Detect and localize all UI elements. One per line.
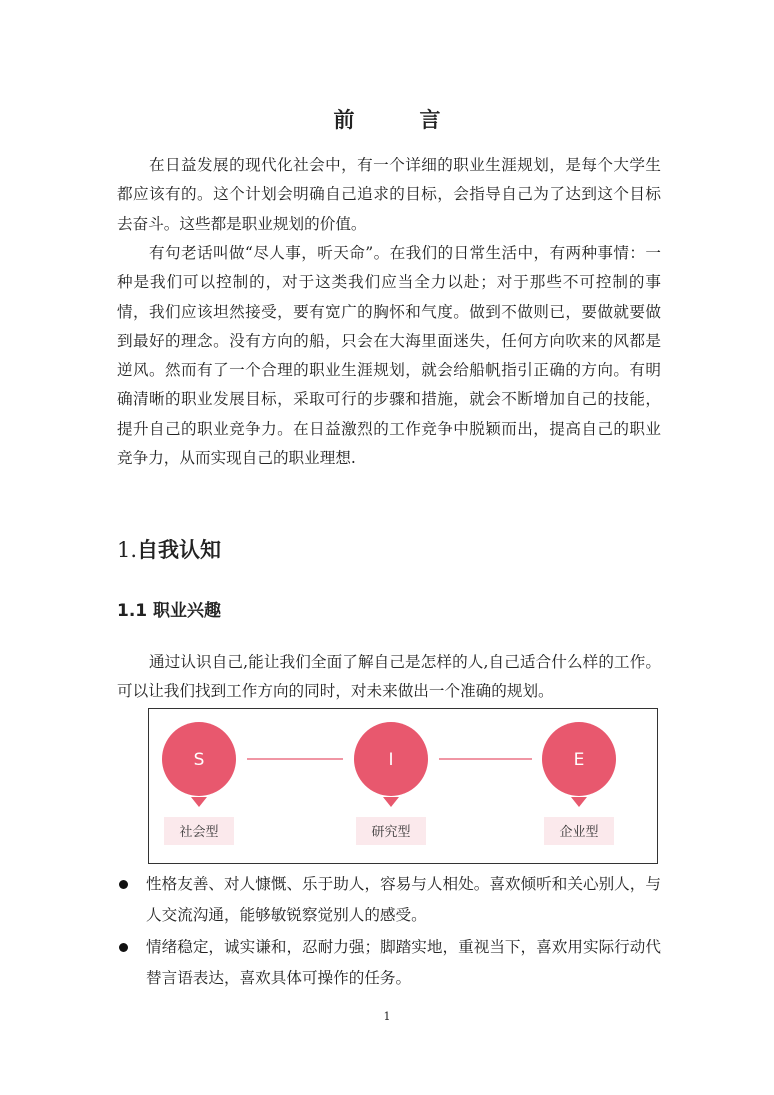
bullet-item — [117, 869, 661, 931]
bullet-text: 情绪稳定，诚实谦和，忍耐力强；脚踏实地，重视当下，喜欢用实际行动代替言语表达，喜欢具体可操作的任务。 — [146, 938, 661, 987]
node-label: 研究型 — [371, 825, 411, 840]
page-number: 1 — [383, 1010, 391, 1023]
riasec-diagram — [149, 709, 659, 865]
pointer-triangle-icon — [191, 797, 207, 807]
page-title: 前 言 — [333, 108, 463, 132]
subsection-heading-1-1: 1.1 职业兴趣 — [117, 601, 222, 621]
riasec-figure — [148, 708, 658, 864]
node-label: 企业型 — [559, 825, 599, 840]
bullet-dot-icon — [119, 880, 128, 889]
bullet-text: 性格友善、对人慷慨、乐于助人，容易与人相处。喜欢倾听和关心别人，与人交流沟通，能够敏锐察觉别人的感受。 — [146, 875, 661, 924]
bullet-dot-icon — [119, 943, 128, 952]
section-title: 自我认知 — [137, 538, 222, 562]
section-heading-1 — [117, 534, 221, 564]
node-enterprising — [542, 722, 616, 845]
preface-paragraph-2: 有句老话叫做“尽人事，听天命”。在我们的日常生活中，有两种事情：一种是我们可以控制的，对于这类我们应当全力以赴；对于那些不可控制的事情，我们应该坦然接受，要有宽广的胸怀和气度。做到不做则已，要做就要做到最好的理念。没有方向的船，只会在大海里面迷失，任何方向吹来的风都是逆风。然而有了一个合理的职业生涯规划，就会给船帆指引正确的方向。有明确清晰的职业发展目标，采取可行的步骤和措施，就会不断增加自己的技能，提升自己的职业竞争力。在日益激烈的工作竞争中脱颖而出，提高自己的职业竞争力，从而实现自己的职业理想. — [117, 244, 661, 468]
subsection-intro-paragraph: 通过认识自己,能让我们全面了解自己是怎样的人,自己适合什么样的工作。可以让我们找到工作方向的同时，对未来做出一个准确的规划。 — [117, 653, 661, 701]
node-investigative — [354, 722, 428, 845]
node-label: 社会型 — [179, 825, 219, 840]
bullet-item — [117, 932, 661, 994]
pointer-triangle-icon — [571, 797, 587, 807]
pointer-triangle-icon — [383, 797, 399, 807]
section-number: 1. — [117, 538, 138, 562]
node-letter: S — [193, 750, 205, 770]
node-letter: I — [388, 750, 394, 770]
trait-bullet-list — [117, 869, 661, 995]
node-letter: E — [573, 750, 585, 770]
node-social — [162, 722, 236, 845]
preface-paragraph-1: 在日益发展的现代化社会中，有一个详细的职业生涯规划，是每个大学生都应该有的。这个计划会明确自己追求的目标，会指导自己为了达到这个目标去奋斗。这些都是职业规划的价值。 — [117, 156, 661, 233]
